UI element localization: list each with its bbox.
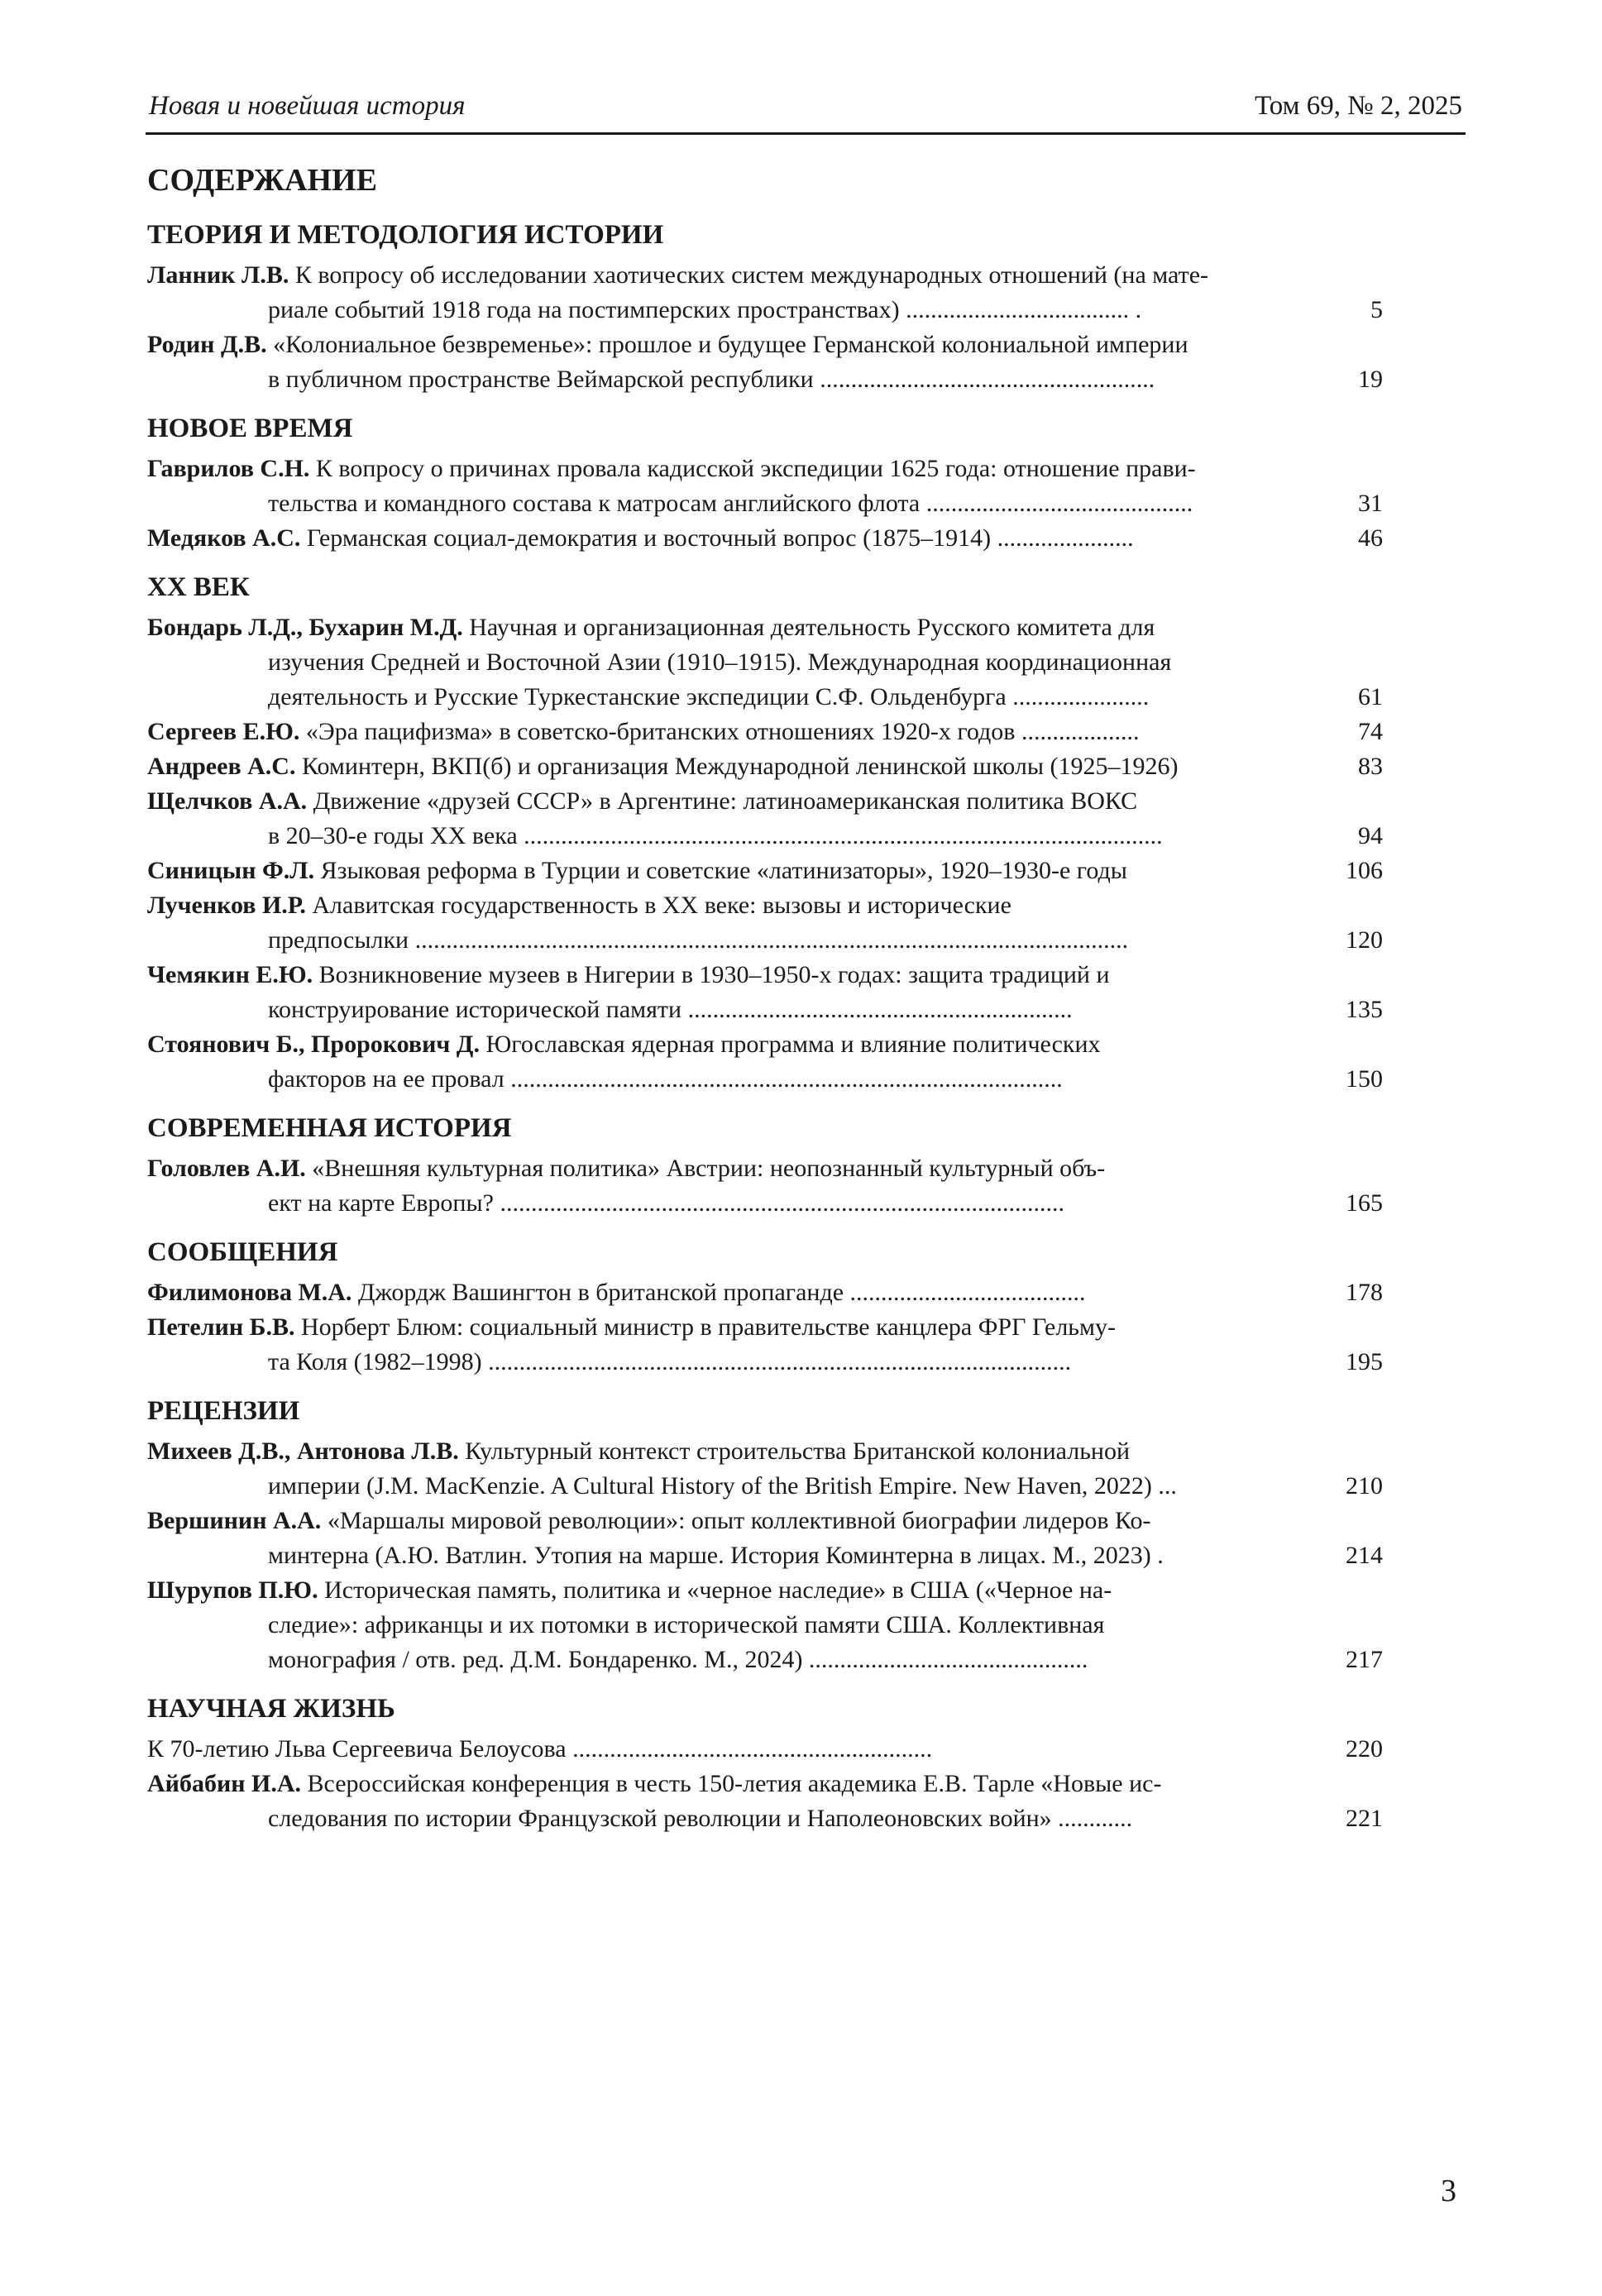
entry-title-text: К вопросу об исследовании хаотических систем международных отношений (на мате- [294,261,1208,289]
entry-line [147,749,1383,784]
entry-page-number: 220 [1346,1735,1383,1763]
toc-entry [147,1151,1383,1221]
entry-author: Родин Д.В. [147,331,267,358]
entry-page-number: 178 [1346,1279,1383,1306]
entry-line [147,1469,1383,1504]
toc-entry [147,1275,1383,1310]
toc-entry [147,888,1383,958]
entry-title-text: «Эра пацифизма» в советско-британских отношениях 1920-х годов ................... [305,718,1140,745]
entry-page-number: 165 [1346,1189,1383,1217]
entry-title-text: минтерна (А.Ю. Ватлин. Утопия на марше. История Коминтерна в лицах. М., 2023) . [268,1542,1164,1569]
toc-entry [147,452,1383,521]
entry-title-text: Историческая память, политика и «черное наследие» в США («Черное на- [324,1576,1112,1604]
section-title: СООБЩЕНИЯ [147,1237,338,1267]
entry-line [147,1345,1383,1380]
entry-title-text: «Колониальное безвременье»: прошлое и будущее Германской колониальной империи [273,331,1188,358]
entry-title-text: предпосылки ................................................................................................................... [268,926,1129,954]
entry-title-text: конструирование исторической памяти .............................................................. [268,996,1073,1023]
entry-title-text: Языковая реформа в Турции и советские «латинизаторы», 1920–1930-е годы [320,857,1127,884]
entry-author: Головлев А.И. [147,1155,306,1182]
toc-entry [147,328,1383,397]
section-title: НАУЧНАЯ ЖИЗНЬ [147,1694,395,1724]
entry-author: Чемякин Е.Ю. [147,961,313,988]
entry-line [147,1027,1383,1062]
entry-author: Щелчков А.А. [147,787,308,815]
entry-line [147,486,1383,521]
toc-entry [147,1310,1383,1380]
entry-title-text: Возникновение музеев в Нигерии в 1930–1950-х годах: защита традиций и [318,961,1110,988]
entry-line [147,258,1383,293]
toc-entry [147,521,1383,556]
entry-line [147,1275,1383,1310]
entry-author: Гаврилов С.Н. [147,455,310,482]
entry-title-text: факторов на ее провал ......................................................................................... [268,1065,1063,1093]
toc-title: СОДЕРЖАНИЕ [147,163,377,198]
entry-title-text: Коминтерн, ВКП(б) и организация Международной ленинской школы (1925–1926) [301,753,1179,780]
entry-line [147,680,1383,715]
entry-page-number: 83 [1358,753,1383,780]
entry-title-text: Алавитская государственность в XX веке: вызовы и исторические [312,892,1011,919]
page-number: 3 [1441,2174,1456,2208]
entry-line [147,993,1383,1027]
entry-line [147,819,1383,854]
entry-line [147,715,1383,749]
entry-title-text: К 70-летию Льва Сергеевича Белоусова .......................................................... [147,1735,933,1763]
entry-title-text: Югославская ядерная программа и влияние политических [485,1031,1101,1058]
entry-title-text: Научная и организационная деятельность Русского комитета для [469,614,1155,641]
entry-page-number: 217 [1346,1646,1383,1673]
entry-line [147,1732,1383,1767]
toc-entry [147,854,1383,888]
section-title: НОВОЕ ВРЕМЯ [147,414,353,443]
toc-entry [147,1027,1383,1097]
entry-author: Петелин Б.В. [147,1313,295,1341]
entry-page-number: 106 [1346,857,1383,884]
entry-line [147,854,1383,888]
entry-title-text: ект на карте Европы? ........................................................................................... [268,1189,1064,1217]
entry-page-number: 74 [1358,718,1383,745]
entry-author: Андреев А.С. [147,753,296,780]
entry-page-number: 19 [1358,366,1383,393]
toc-entry [147,1573,1383,1677]
toc-entry [147,258,1383,328]
entry-author: Синицын Ф.Л. [147,857,315,884]
issue-info: Том 69, № 2, 2025 [1255,91,1462,121]
entry-page-number: 120 [1346,926,1383,954]
entry-title-text: в публичном пространстве Веймарской республики ...................................................... [268,366,1155,393]
entry-title-text: «Внешняя культурная политика» Австрии: неопознанный культурный объ- [312,1155,1106,1182]
entry-title-text: Норберт Блюм: социальный министр в правительстве канцлера ФРГ Гельму- [300,1313,1116,1341]
entry-page-number: 31 [1358,490,1383,517]
section-title: РЕЦЕНЗИИ [147,1396,300,1426]
entry-page-number: 94 [1358,822,1383,849]
entry-author: Медяков А.С. [147,524,301,552]
toc-entry [147,1732,1383,1767]
entry-line [147,1573,1383,1608]
entry-author: Стоянович Б., Пророкович Д. [147,1031,480,1058]
entry-page-number: 221 [1346,1805,1383,1832]
entry-title-text: Культурный контекст строительства Британской колониальной [465,1437,1131,1465]
entry-line [147,452,1383,486]
entry-title-text: «Маршалы мировой революции»: опыт коллективной биографии лидеров Ко- [327,1507,1151,1534]
entry-title-text: та Коля (1982–1998) .............................................................................................. [268,1348,1072,1375]
entry-title-text: в 20–30-е годы XX века ....................................................................................................... [268,822,1163,849]
entry-line [147,1062,1383,1097]
entry-line [147,784,1383,819]
entry-author: Айбабин И.А. [147,1770,302,1797]
journal-title: Новая и новейшая история [149,91,466,121]
entry-title-text: Джордж Вашингтон в британской пропаганде ...................................... [357,1279,1086,1306]
section-title: ТЕОРИЯ И МЕТОДОЛОГИЯ ИСТОРИИ [147,220,664,250]
entry-title-text: монография / отв. ред. Д.М. Бондаренко. М., 2024) ............................................. [268,1646,1088,1673]
entry-title-text: Всероссийская конференция в честь 150-летия академика Е.В. Тарле «Новые ис- [307,1770,1162,1797]
entry-author: Михеев Д.В., Антонова Л.В. [147,1437,459,1465]
entry-title-text: тельства и командного состава к матросам английского флота ........................................... [268,490,1193,517]
entry-page-number: 135 [1346,996,1383,1023]
toc-entry [147,610,1383,715]
entry-title-text: следования по истории Французской революции и Наполеоновских войн» ............ [268,1805,1133,1832]
entry-page-number: 46 [1358,524,1383,552]
entry-line [147,1538,1383,1573]
entry-line [147,923,1383,958]
entry-author: Лученков И.Р. [147,892,306,919]
section-title: СОВРЕМЕННАЯ ИСТОРИЯ [147,1113,512,1143]
running-header [146,86,1466,135]
entry-line [147,293,1383,328]
entry-line [147,1801,1383,1836]
entry-title-text: деятельность и Русские Туркестанские экспедиции С.Ф. Ольденбурга ...................... [268,683,1150,710]
entry-line [147,1643,1383,1677]
entry-line [147,958,1383,993]
toc-entry [147,1767,1383,1836]
entry-page-number: 210 [1346,1472,1383,1500]
entry-title-text: империи (J.M. MacKenzie. A Cultural History of the British Empire. New Haven, 2022) ... [268,1472,1177,1500]
toc-entry [147,749,1383,784]
entry-line [147,1608,1383,1643]
entry-line [147,1186,1383,1221]
entry-page-number: 5 [1370,296,1383,323]
entry-title-text: следие»: африканцы и их потомки в исторической памяти США. Коллективная [268,1611,1105,1638]
entry-title-text: Германская социал-демократия и восточный вопрос (1875–1914) ...................... [306,524,1134,552]
entry-title-text: Движение «друзей СССР» в Аргентине: латиноамериканская политика ВОКС [313,787,1138,815]
entry-title-text: изучения Средней и Восточной Азии (1910–1915). Международная координационная [268,648,1172,676]
entry-line [147,645,1383,680]
toc-entry [147,1504,1383,1573]
entry-author: Вершинин А.А. [147,1507,322,1534]
section-title: XX ВЕК [147,572,250,602]
entry-author: Филимонова М.А. [147,1279,352,1306]
toc-entry [147,715,1383,749]
entry-page-number: 195 [1346,1348,1383,1375]
entry-page-number: 61 [1358,683,1383,710]
toc-entry [147,958,1383,1027]
entry-page-number: 150 [1346,1065,1383,1093]
entry-line [147,888,1383,923]
entry-line [147,328,1383,362]
entry-line [147,1767,1383,1801]
entry-line [147,362,1383,397]
entry-line [147,1310,1383,1345]
entry-line [147,1434,1383,1469]
entry-page-number: 214 [1346,1542,1383,1569]
entry-title-text: риале событий 1918 года на постимперских пространствах) .................................... . [268,296,1142,323]
toc-entry [147,1434,1383,1504]
entry-line [147,521,1383,556]
toc-entry [147,784,1383,854]
entry-author: Сергеев Е.Ю. [147,718,300,745]
entry-line [147,1504,1383,1538]
entry-author: Ланник Л.В. [147,261,289,289]
entry-line [147,610,1383,645]
entry-author: Шурупов П.Ю. [147,1576,318,1604]
entry-title-text: К вопросу о причинах провала кадисской экспедиции 1625 года: отношение прави- [315,455,1196,482]
entry-line [147,1151,1383,1186]
entry-author: Бондарь Л.Д., Бухарин М.Д. [147,614,463,641]
table-of-contents [147,157,1383,1836]
